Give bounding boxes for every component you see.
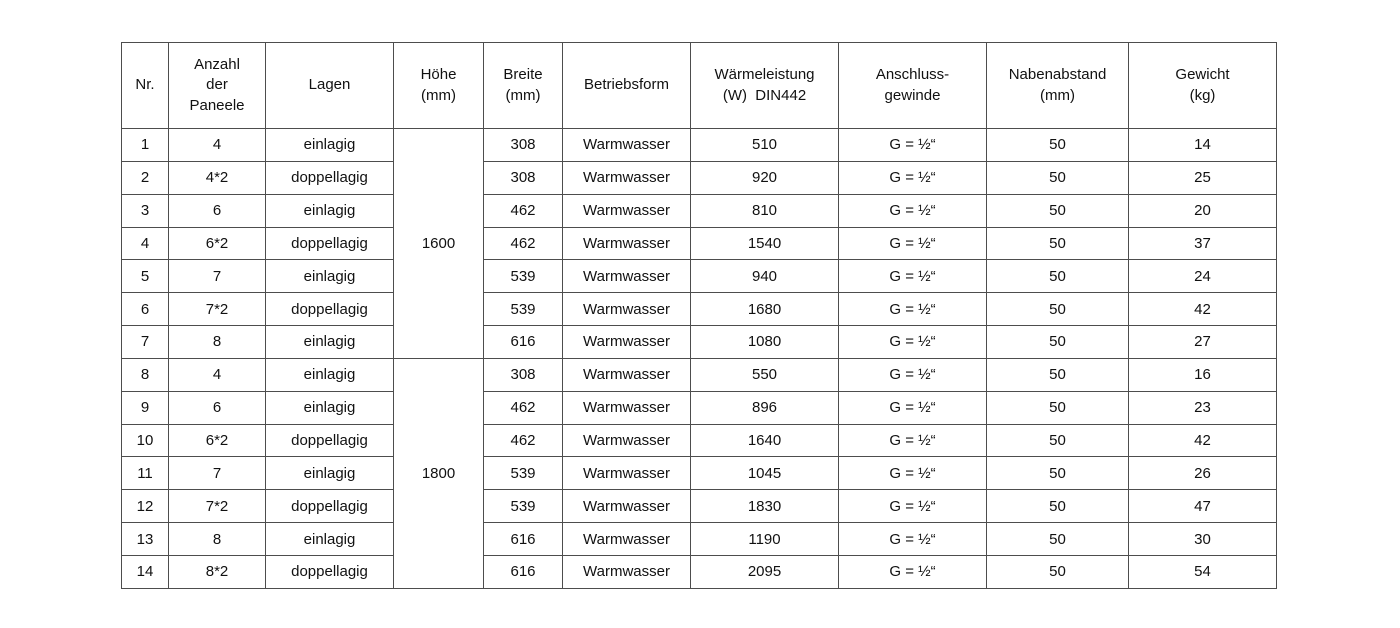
cell-anzahl: 6*2 [169,424,266,457]
cell-nr: 2 [122,161,169,194]
cell-hoehe-merged-1600: 1600 [394,129,484,359]
cell-breite: 308 [484,358,563,391]
cell-breite: 616 [484,326,563,359]
cell-nabenabstand: 50 [987,129,1129,162]
cell-anzahl: 6 [169,194,266,227]
cell-nabenabstand: 50 [987,457,1129,490]
cell-lagen: doppellagig [266,161,394,194]
cell-anzahl: 8 [169,523,266,556]
cell-nabenabstand: 50 [987,326,1129,359]
cell-anschlussgewinde: G = ½“ [839,490,987,523]
cell-gewicht: 24 [1129,260,1277,293]
table-row [122,358,1277,391]
cell-lagen: doppellagig [266,555,394,588]
cell-gewicht: 42 [1129,293,1277,326]
cell-lagen: einlagig [266,260,394,293]
cell-anzahl: 8*2 [169,555,266,588]
cell-nabenabstand: 50 [987,490,1129,523]
cell-gewicht: 26 [1129,457,1277,490]
cell-breite: 462 [484,227,563,260]
cell-anschlussgewinde: G = ½“ [839,555,987,588]
col-header-anschlussgewinde [839,43,987,129]
header-line: Wärmeleistung [714,66,815,84]
cell-waermeleistung: 940 [691,260,839,293]
cell-anzahl: 8 [169,326,266,359]
cell-gewicht: 47 [1129,490,1277,523]
cell-nr: 4 [122,227,169,260]
cell-anschlussgewinde: G = ½“ [839,129,987,162]
cell-waermeleistung: 920 [691,161,839,194]
cell-nabenabstand: 50 [987,161,1129,194]
cell-betriebsform: Warmwasser [563,194,691,227]
header-line: Paneele [189,96,245,114]
cell-nabenabstand: 50 [987,523,1129,556]
cell-anzahl: 4 [169,129,266,162]
cell-gewicht: 30 [1129,523,1277,556]
cell-anschlussgewinde: G = ½“ [839,424,987,457]
cell-waermeleistung: 1190 [691,523,839,556]
col-header-nr [122,43,169,129]
cell-lagen: einlagig [266,358,394,391]
cell-nr: 7 [122,326,169,359]
cell-betriebsform: Warmwasser [563,227,691,260]
col-header-nabenabstand [987,43,1129,129]
cell-lagen: einlagig [266,457,394,490]
cell-anschlussgewinde: G = ½“ [839,227,987,260]
cell-betriebsform: Warmwasser [563,424,691,457]
cell-breite: 539 [484,260,563,293]
table-row [122,161,1277,194]
cell-nr: 9 [122,391,169,424]
cell-nr: 14 [122,555,169,588]
col-header-anzahl-paneele [169,43,266,129]
header-line: Lagen [308,76,351,94]
cell-lagen: doppellagig [266,293,394,326]
cell-anschlussgewinde: G = ½“ [839,194,987,227]
table-row [122,490,1277,523]
cell-nabenabstand: 50 [987,260,1129,293]
table-row [122,260,1277,293]
col-header-hoehe [394,43,484,129]
col-header-breite [484,43,563,129]
cell-anschlussgewinde: G = ½“ [839,326,987,359]
cell-nabenabstand: 50 [987,555,1129,588]
radiator-spec-table [121,42,1277,589]
cell-nr: 5 [122,260,169,293]
cell-lagen: einlagig [266,129,394,162]
cell-breite: 616 [484,523,563,556]
cell-nr: 1 [122,129,169,162]
header-line: Anzahl [194,56,240,74]
header-line: Breite [503,66,543,84]
cell-anzahl: 6*2 [169,227,266,260]
cell-anzahl: 7 [169,457,266,490]
cell-nr: 6 [122,293,169,326]
col-header-waermeleistung [691,43,839,129]
header-line: (mm) [421,86,456,104]
cell-betriebsform: Warmwasser [563,260,691,293]
table-row [122,523,1277,556]
cell-nr: 11 [122,457,169,490]
table-row [122,326,1277,359]
table-row [122,194,1277,227]
spec-table-container [121,42,1277,589]
cell-betriebsform: Warmwasser [563,129,691,162]
header-line: Nabenabstand [1008,66,1107,84]
cell-breite: 308 [484,129,563,162]
cell-betriebsform: Warmwasser [563,161,691,194]
cell-breite: 308 [484,161,563,194]
cell-nr: 8 [122,358,169,391]
cell-gewicht: 14 [1129,129,1277,162]
cell-lagen: einlagig [266,194,394,227]
table-row [122,293,1277,326]
col-header-betriebsform [563,43,691,129]
header-line: (kg) [1189,86,1216,104]
cell-lagen: einlagig [266,326,394,359]
table-row [122,391,1277,424]
cell-anzahl: 7*2 [169,293,266,326]
cell-lagen: doppellagig [266,227,394,260]
cell-waermeleistung: 1830 [691,490,839,523]
header-line: der [206,76,228,94]
col-header-gewicht [1129,43,1277,129]
header-line: (mm) [505,86,541,104]
cell-betriebsform: Warmwasser [563,358,691,391]
cell-nabenabstand: 50 [987,391,1129,424]
cell-breite: 462 [484,424,563,457]
cell-nabenabstand: 50 [987,293,1129,326]
cell-lagen: doppellagig [266,424,394,457]
cell-gewicht: 27 [1129,326,1277,359]
header-line: Gewicht [1175,66,1230,84]
table-row [122,555,1277,588]
cell-waermeleistung: 1045 [691,457,839,490]
cell-nabenabstand: 50 [987,424,1129,457]
cell-nabenabstand: 50 [987,227,1129,260]
cell-nr: 12 [122,490,169,523]
cell-anschlussgewinde: G = ½“ [839,293,987,326]
cell-betriebsform: Warmwasser [563,523,691,556]
cell-waermeleistung: 510 [691,129,839,162]
table-row [122,227,1277,260]
cell-anschlussgewinde: G = ½“ [839,358,987,391]
cell-anschlussgewinde: G = ½“ [839,260,987,293]
cell-anzahl: 7 [169,260,266,293]
cell-lagen: einlagig [266,391,394,424]
cell-betriebsform: Warmwasser [563,457,691,490]
cell-betriebsform: Warmwasser [563,326,691,359]
cell-gewicht: 25 [1129,161,1277,194]
cell-anschlussgewinde: G = ½“ [839,161,987,194]
cell-gewicht: 20 [1129,194,1277,227]
col-header-lagen [266,43,394,129]
cell-waermeleistung: 1080 [691,326,839,359]
cell-nr: 10 [122,424,169,457]
cell-anzahl: 6 [169,391,266,424]
cell-waermeleistung: 896 [691,391,839,424]
table-row [122,129,1277,162]
cell-breite: 539 [484,457,563,490]
header-line: gewinde [884,86,941,104]
cell-breite: 462 [484,194,563,227]
cell-anschlussgewinde: G = ½“ [839,523,987,556]
cell-anschlussgewinde: G = ½“ [839,391,987,424]
cell-lagen: doppellagig [266,490,394,523]
cell-anzahl: 7*2 [169,490,266,523]
header-line: Nr. [135,76,155,94]
cell-gewicht: 54 [1129,555,1277,588]
header-line: (mm) [1040,86,1075,104]
cell-betriebsform: Warmwasser [563,391,691,424]
header-line: Höhe [420,66,457,84]
cell-gewicht: 37 [1129,227,1277,260]
table-row [122,424,1277,457]
cell-gewicht: 42 [1129,424,1277,457]
cell-breite: 462 [484,391,563,424]
cell-nr: 13 [122,523,169,556]
cell-waermeleistung: 1680 [691,293,839,326]
cell-anzahl: 4 [169,358,266,391]
cell-breite: 616 [484,555,563,588]
cell-waermeleistung: 1540 [691,227,839,260]
header-line: Betriebsform [583,76,670,94]
header-row [122,43,1277,129]
cell-betriebsform: Warmwasser [563,555,691,588]
cell-betriebsform: Warmwasser [563,293,691,326]
cell-lagen: einlagig [266,523,394,556]
cell-waermeleistung: 810 [691,194,839,227]
cell-nr: 3 [122,194,169,227]
header-line: (W) DIN442 [722,86,807,104]
header-line: Anschluss- [875,66,950,84]
cell-anzahl: 4*2 [169,161,266,194]
cell-waermeleistung: 550 [691,358,839,391]
cell-waermeleistung: 2095 [691,555,839,588]
table-row [122,457,1277,490]
cell-hoehe-merged-1800: 1800 [394,358,484,588]
cell-nabenabstand: 50 [987,194,1129,227]
cell-waermeleistung: 1640 [691,424,839,457]
cell-breite: 539 [484,490,563,523]
cell-betriebsform: Warmwasser [563,490,691,523]
cell-gewicht: 16 [1129,358,1277,391]
cell-gewicht: 23 [1129,391,1277,424]
cell-breite: 539 [484,293,563,326]
cell-anschlussgewinde: G = ½“ [839,457,987,490]
cell-nabenabstand: 50 [987,358,1129,391]
